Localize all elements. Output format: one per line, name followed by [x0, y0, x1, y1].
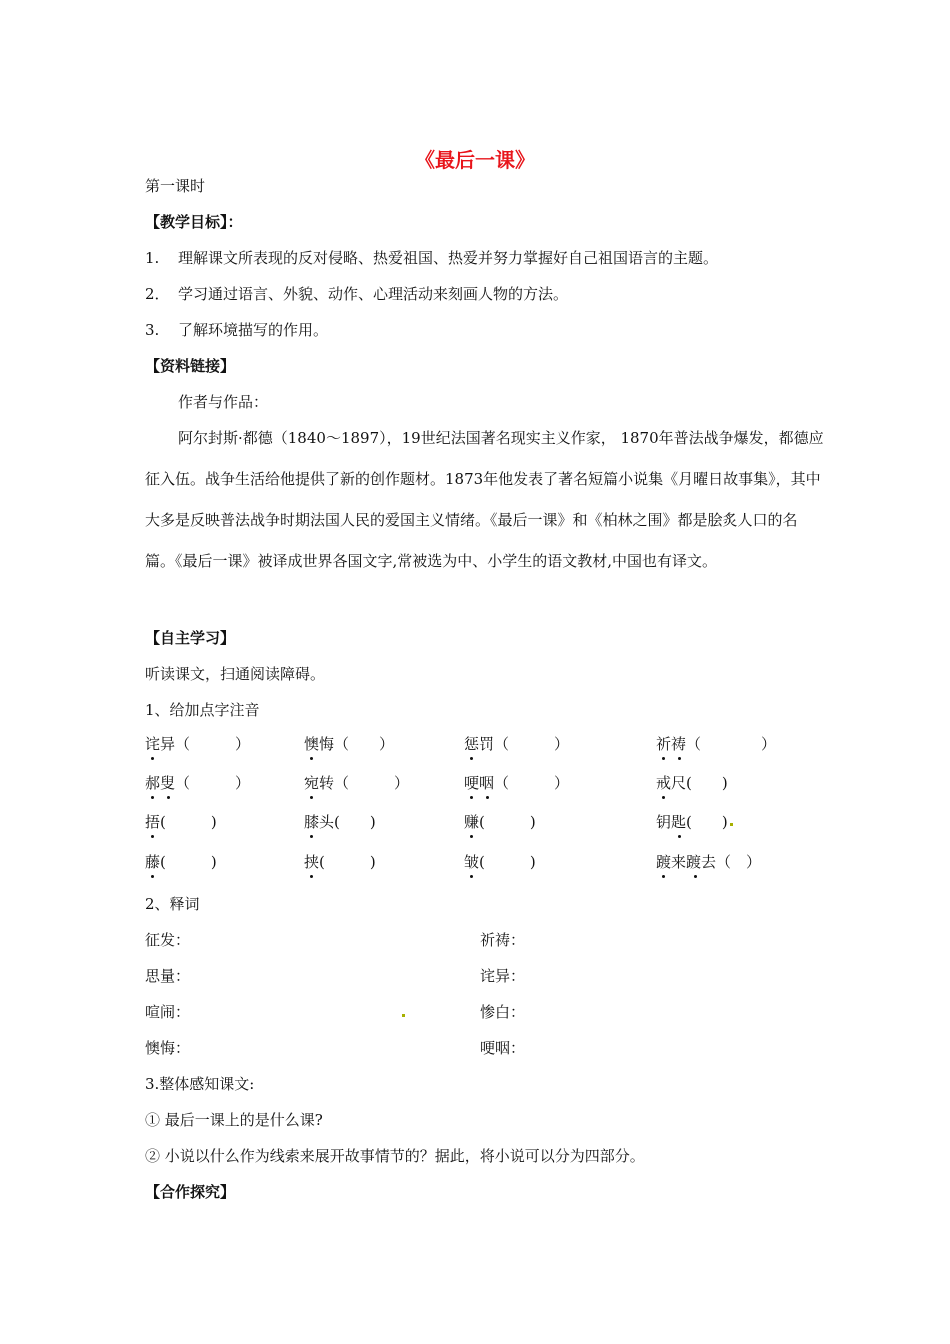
self-study-heading: 【自主学习】 — [145, 629, 236, 647]
overall-item: ① 最后一课上的是什么课? — [145, 1111, 323, 1129]
emphasis-dot — [678, 835, 681, 838]
pinyin-item: 戒尺( ) — [656, 774, 728, 792]
pinyin-item: 懊悔（ ） — [304, 735, 395, 753]
emphasis-dot — [151, 875, 154, 878]
emphasis-dot — [167, 796, 170, 799]
pinyin-item: 赚( ) — [464, 813, 536, 831]
author-paragraph: 阿尔封斯·都德（1840～1897），19世纪法国著名现实主义作家， 1870年普法战争爆发，都德应征入伍。战争生活给他提供了新的创作题材。1873年他发表了著名短篇小说集《月曜日故事集》，其中大多是反映普法战争时期法国人民的爱国主义情绪。《最后一课》和《柏林之围》都是脍炙人口的名篇。《最后一课》被译成世界各国文字,常被选为中、小学生的语文教材,中国也有译文。 — [145, 429, 824, 570]
pinyin-item: 祈祷（ ） — [656, 735, 777, 753]
emphasis-dot — [151, 757, 154, 760]
emphasis-dot — [662, 875, 665, 878]
pinyin-item: 膝头( ) — [304, 813, 376, 831]
emphasis-dot — [470, 875, 473, 878]
definition-term: 喧闹： — [145, 1003, 191, 1021]
emphasis-dot — [470, 757, 473, 760]
emphasis-dot — [662, 796, 665, 799]
pinyin-item: 捂( ) — [145, 813, 217, 831]
question-definitions: 2、释词 — [145, 895, 200, 913]
pinyin-item: 挟( ) — [304, 853, 376, 871]
stray-mark — [730, 823, 733, 826]
pinyin-item: 郝叟（ ） — [145, 774, 251, 792]
emphasis-dot — [694, 875, 697, 878]
pinyin-item: 皱( ) — [464, 853, 536, 871]
goals-heading: 【教学目标】： — [145, 213, 243, 231]
question-pinyin: 1、给加点字注音 — [145, 701, 260, 719]
definition-term: 思量： — [145, 967, 191, 985]
goal-item: 3. 了解环境描写的作用。 — [145, 321, 329, 339]
stray-mark — [402, 1014, 405, 1017]
definition-term: 惨白： — [480, 1003, 526, 1021]
pinyin-item: 钥匙( ) — [656, 813, 728, 831]
pinyin-item: 哽咽（ ） — [464, 774, 570, 792]
self-study-intro: 听读课文，扫通阅读障碍。 — [145, 665, 326, 683]
emphasis-dot — [151, 835, 154, 838]
goal-item: 1. 理解课文所表现的反对侵略、热爱祖国、热爱并努力掌握好自己祖国语言的主题。 — [145, 249, 719, 267]
definition-term: 征发： — [145, 931, 191, 949]
resources-heading: 【资料链接】 — [145, 357, 236, 375]
emphasis-dot — [310, 757, 313, 760]
emphasis-dot — [470, 796, 473, 799]
pinyin-item: 踱来踱去（ ） — [656, 853, 762, 871]
emphasis-dot — [151, 796, 154, 799]
resources-subheading: 作者与作品： — [178, 393, 269, 411]
emphasis-dot — [662, 757, 665, 760]
lesson-label: 第一课时 — [145, 177, 206, 195]
emphasis-dot — [470, 835, 473, 838]
definition-term: 哽咽： — [480, 1039, 526, 1057]
definition-term: 诧异： — [480, 967, 526, 985]
definition-term: 懊悔： — [145, 1039, 191, 1057]
question-overall: 3.整体感知课文: — [145, 1075, 255, 1093]
definition-term: 祈祷： — [480, 931, 526, 949]
emphasis-dot — [678, 757, 681, 760]
document-title: 《最后一课》 — [415, 148, 535, 172]
pinyin-item: 诧异（ ） — [145, 735, 251, 753]
emphasis-dot — [310, 796, 313, 799]
emphasis-dot — [310, 835, 313, 838]
emphasis-dot — [486, 796, 489, 799]
cooperation-heading: 【合作探究】 — [145, 1183, 236, 1201]
emphasis-dot — [310, 875, 313, 878]
pinyin-item: 宛转（ ） — [304, 774, 410, 792]
pinyin-item: 藤( ) — [145, 853, 217, 871]
goal-item: 2． 学习通过语言、外貌、动作、心理活动来刻画人物的方法。 — [145, 285, 569, 303]
pinyin-item: 惩罚（ ） — [464, 735, 570, 753]
overall-item: ② 小说以什么作为线索来展开故事情节的？据此，将小说可以分为四部分。 — [145, 1147, 645, 1165]
